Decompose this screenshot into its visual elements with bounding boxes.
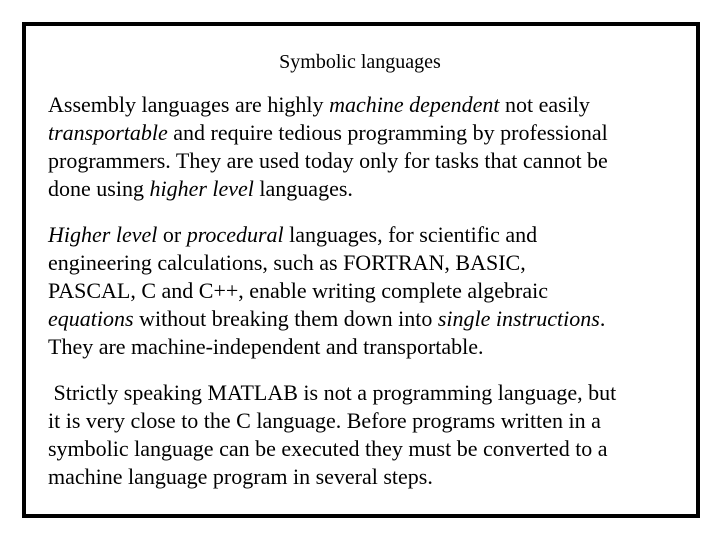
text-segment: programmers. They are used today only for tasks that cannot be [48,148,608,173]
italic-text: higher level [149,176,254,201]
italic-text: equations [48,306,134,331]
text-line [48,463,708,491]
paragraph-assembly-languages [48,91,708,203]
text-segment: languages. [253,176,353,201]
text-segment: machine language program in several steps. [48,464,433,489]
text-line [48,119,708,147]
text-segment: PASCAL, C and C++, enable writing complete algebraic [48,278,548,303]
text-segment: Strictly speaking MATLAB is not a programming language, but [48,380,617,405]
italic-text: single instructions [437,306,600,331]
paragraph-higher-level-languages [48,221,708,361]
italic-text: procedural [186,222,284,247]
text-segment: . [599,306,606,331]
text-line [48,407,708,435]
paragraph-matlab [48,379,708,491]
text-segment: languages, for scientific and [283,222,538,247]
text-line [48,379,708,407]
text-line [48,147,708,175]
text-segment: not easily [499,92,590,117]
italic-text: transportable [48,120,168,145]
text-line [48,175,708,203]
italic-text: Higher level [48,222,158,247]
text-segment: engineering calculations, such as FORTRAN, BASIC, [48,250,526,275]
text-line [48,435,708,463]
text-line [48,305,708,333]
text-segment: without breaking them down into [133,306,438,331]
text-segment: done using [48,176,150,201]
text-line [48,221,708,249]
text-segment: or [157,222,187,247]
text-line [48,333,708,361]
text-segment: it is very close to the C language. Before programs written in a [48,408,601,433]
text-segment: symbolic language can be executed they must be converted to a [48,436,608,461]
text-segment: Assembly languages are highly [48,92,330,117]
text-line [48,277,708,305]
text-segment: and require tedious programming by professional [167,120,608,145]
slide-title: Symbolic languages [279,51,441,73]
text-line [48,249,708,277]
italic-text: machine dependent [329,92,500,117]
text-line [48,91,708,119]
text-segment: They are machine-independent and transportable. [48,334,484,359]
